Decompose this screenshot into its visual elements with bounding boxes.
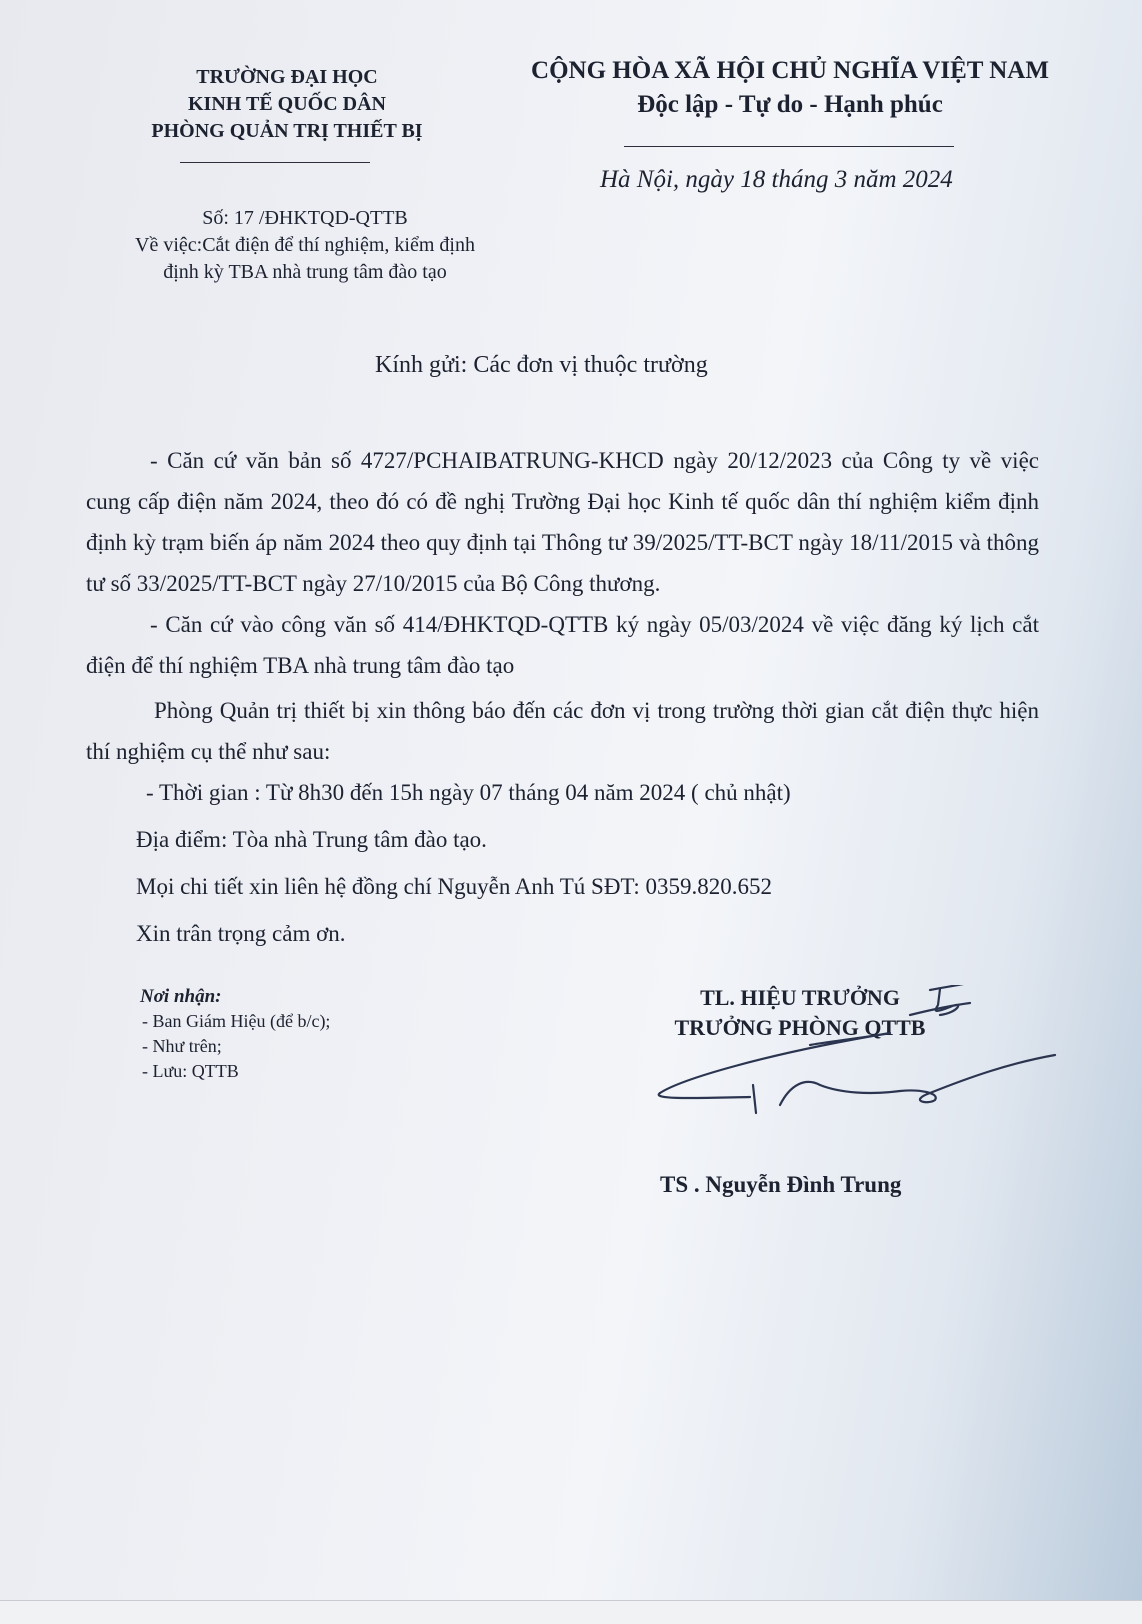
issuer-line-3: PHÒNG QUẢN TRỊ THIẾT BỊ bbox=[151, 120, 423, 142]
thanks-line: Xin trân trọng cảm ơn. bbox=[136, 921, 346, 946]
national-underline bbox=[624, 146, 954, 147]
greeting: Kính gửi: Các đơn vị thuộc trường bbox=[375, 352, 708, 378]
issuer-underline bbox=[180, 162, 370, 163]
signature-line-1: TL. HIỆU TRƯỞNG bbox=[700, 985, 900, 1010]
outage-location: Địa điểm: Tòa nhà Trung tâm đào tạo. bbox=[136, 827, 487, 852]
outage-time: - Thời gian : Từ 8h30 đến 15h ngày 07 tháng 04 năm 2024 ( chủ nhật) bbox=[146, 780, 791, 805]
document-number: Số: 17 /ĐHKTQD-QTTB bbox=[202, 207, 408, 229]
contact-line: Mọi chi tiết xin liên hệ đồng chí Nguyễn Anh Tú SĐT: 0359.820.652 bbox=[136, 874, 772, 899]
recipient-item: - Ban Giám Hiệu (để b/c); bbox=[142, 1011, 331, 1031]
recipient-item: - Lưu: QTTB bbox=[142, 1061, 239, 1081]
national-header bbox=[520, 54, 1060, 122]
body-paragraph-1: - Căn cứ văn bản số 4727/PCHAIBATRUNG-KHCD ngày 20/12/2023 của Công ty về việc cung cấp điện năm 2024, theo đó có đề nghị Trường Đại học Kinh tế quốc dân thí nghiệm kiểm định định kỳ trạm biến áp năm 2024 theo quy định tại Thông tư 39/2025/TT-BCT ngày 18/11/2015 và thông tư số 33/2025/TT-BCT ngày 27/10/2015 của Bộ Công thương. bbox=[86, 448, 1039, 596]
reference-block bbox=[100, 205, 510, 286]
issuer-line-1: TRƯỜNG ĐẠI HỌC bbox=[196, 66, 378, 88]
subject-line-1: Về việc:Cắt điện để thí nghiệm, kiểm định bbox=[135, 234, 475, 256]
subject-line-2: định kỳ TBA nhà trung tâm đào tạo bbox=[163, 261, 447, 283]
recipients-block bbox=[142, 984, 330, 1084]
signer-name: TS . Nguyễn Đình Trung bbox=[660, 1172, 902, 1197]
body-paragraph-2: - Căn cứ vào công văn số 414/ĐHKTQD-QTTB ký ngày 05/03/2024 về việc đăng ký lịch cắt điện để thí nghiệm TBA nhà trung tâm đào tạo bbox=[86, 612, 1039, 678]
national-motto: Độc lập - Tự do - Hạnh phúc bbox=[637, 91, 943, 118]
bottom-strip bbox=[0, 1600, 1142, 1624]
issuer-line-2: KINH TẾ QUỐC DÂN bbox=[188, 93, 386, 115]
signature-line-2: TRƯỞNG PHÒNG QTTB bbox=[674, 1015, 926, 1040]
national-title: CỘNG HÒA XÃ HỘI CHỦ NGHĨA VIỆT NAM bbox=[531, 57, 1049, 84]
document-body bbox=[86, 440, 1039, 954]
handwritten-signature bbox=[640, 985, 1080, 1155]
body-paragraph-3: Phòng Quản trị thiết bị xin thông báo đến các đơn vị trong trường thời gian cắt điện thực hiện thí nghiệm cụ thể như sau: bbox=[86, 698, 1039, 764]
recipients-title: Nơi nhận: bbox=[140, 986, 222, 1007]
recipient-item: - Như trên; bbox=[142, 1036, 222, 1056]
dateline: Hà Nội, ngày 18 tháng 3 năm 2024 bbox=[600, 166, 953, 193]
issuer-header bbox=[112, 64, 462, 145]
